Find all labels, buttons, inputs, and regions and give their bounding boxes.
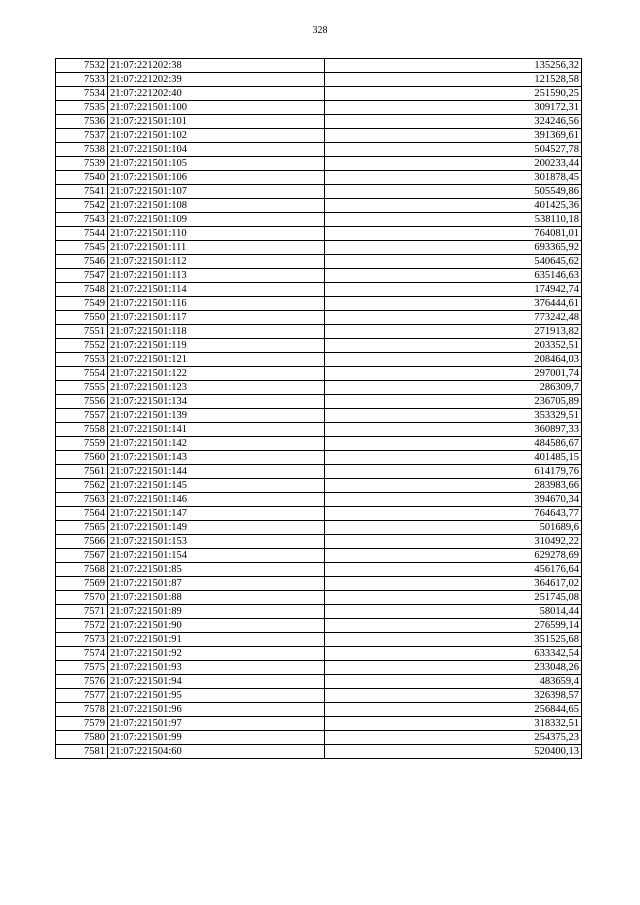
row-number-cell: 7568 — [56, 563, 108, 577]
cadastral-value-cell: 773242,48 — [325, 311, 582, 325]
table-row — [56, 269, 582, 283]
cadastral-value-cell: 483659,4 — [325, 675, 582, 689]
table-row — [56, 647, 582, 661]
table-row — [56, 689, 582, 703]
cadastral-value-cell: 233048,26 — [325, 661, 582, 675]
table-row — [56, 199, 582, 213]
table-row — [56, 213, 582, 227]
table-row — [56, 535, 582, 549]
cadastral-value-table — [55, 58, 582, 759]
row-number-cell: 7577 — [56, 689, 108, 703]
table-row — [56, 577, 582, 591]
table-row — [56, 591, 582, 605]
cadastral-number-cell: 21:07:221504:60 — [108, 745, 325, 759]
row-number-cell: 7540 — [56, 171, 108, 185]
page-number: 328 — [312, 25, 328, 36]
table-row — [56, 493, 582, 507]
cadastral-number-cell: 21:07:221501:145 — [108, 479, 325, 493]
cadastral-value-cell: 394670,34 — [325, 493, 582, 507]
row-number-cell: 7564 — [56, 507, 108, 521]
cadastral-number-cell: 21:07:221501:153 — [108, 535, 325, 549]
table-row — [56, 675, 582, 689]
cadastral-value-cell: 301878,45 — [325, 171, 582, 185]
row-number-cell: 7565 — [56, 521, 108, 535]
row-number-cell: 7541 — [56, 185, 108, 199]
table-row — [56, 395, 582, 409]
cadastral-value-cell: 364617,02 — [325, 577, 582, 591]
cadastral-number-cell: 21:07:221501:109 — [108, 213, 325, 227]
row-number-cell: 7576 — [56, 675, 108, 689]
cadastral-number-cell: 21:07:221501:144 — [108, 465, 325, 479]
table-row — [56, 619, 582, 633]
table-row — [56, 185, 582, 199]
table-row — [56, 325, 582, 339]
row-number-cell: 7574 — [56, 647, 108, 661]
table-row — [56, 521, 582, 535]
cadastral-number-cell: 21:07:221202:39 — [108, 73, 325, 87]
cadastral-value-cell: 376444,61 — [325, 297, 582, 311]
cadastral-number-cell: 21:07:221501:143 — [108, 451, 325, 465]
table-row — [56, 703, 582, 717]
table-row — [56, 339, 582, 353]
cadastral-value-cell: 764081,01 — [325, 227, 582, 241]
table-row — [56, 353, 582, 367]
table-row — [56, 745, 582, 759]
row-number-cell: 7546 — [56, 255, 108, 269]
row-number-cell: 7570 — [56, 591, 108, 605]
table-row — [56, 367, 582, 381]
cadastral-number-cell: 21:07:221501:100 — [108, 101, 325, 115]
cadastral-value-cell: 501689,6 — [325, 521, 582, 535]
table-row — [56, 451, 582, 465]
row-number-cell: 7579 — [56, 717, 108, 731]
table-row — [56, 73, 582, 87]
table-row — [56, 423, 582, 437]
table-row — [56, 283, 582, 297]
table-row — [56, 171, 582, 185]
cadastral-number-cell: 21:07:221501:90 — [108, 619, 325, 633]
row-number-cell: 7539 — [56, 157, 108, 171]
row-number-cell: 7551 — [56, 325, 108, 339]
cadastral-value-cell: 360897,33 — [325, 423, 582, 437]
cadastral-value-cell: 326398,57 — [325, 689, 582, 703]
cadastral-number-cell: 21:07:221202:38 — [108, 59, 325, 73]
table-row — [56, 409, 582, 423]
cadastral-number-cell: 21:07:221501:122 — [108, 367, 325, 381]
table-row — [56, 227, 582, 241]
cadastral-number-cell: 21:07:221202:40 — [108, 87, 325, 101]
table-body — [56, 59, 582, 759]
cadastral-value-cell: 283983,66 — [325, 479, 582, 493]
cadastral-value-cell: 174942,74 — [325, 283, 582, 297]
cadastral-value-cell: 540645,62 — [325, 255, 582, 269]
cadastral-value-cell: 391369,61 — [325, 129, 582, 143]
cadastral-number-cell: 21:07:221501:88 — [108, 591, 325, 605]
cadastral-value-cell: 538110,18 — [325, 213, 582, 227]
cadastral-value-cell: 324246,56 — [325, 115, 582, 129]
cadastral-number-cell: 21:07:221501:97 — [108, 717, 325, 731]
cadastral-number-cell: 21:07:221501:107 — [108, 185, 325, 199]
cadastral-number-cell: 21:07:221501:154 — [108, 549, 325, 563]
table-row — [56, 717, 582, 731]
table-row — [56, 255, 582, 269]
row-number-cell: 7542 — [56, 199, 108, 213]
row-number-cell: 7572 — [56, 619, 108, 633]
table-row — [56, 661, 582, 675]
table-row — [56, 479, 582, 493]
cadastral-number-cell: 21:07:221501:85 — [108, 563, 325, 577]
cadastral-value-cell: 635146,63 — [325, 269, 582, 283]
table-row — [56, 731, 582, 745]
row-number-cell: 7544 — [56, 227, 108, 241]
row-number-cell: 7533 — [56, 73, 108, 87]
cadastral-value-cell: 310492,22 — [325, 535, 582, 549]
cadastral-value-cell: 504527,78 — [325, 143, 582, 157]
cadastral-value-cell: 456176,64 — [325, 563, 582, 577]
cadastral-value-cell: 484586,67 — [325, 437, 582, 451]
cadastral-number-cell: 21:07:221501:134 — [108, 395, 325, 409]
cadastral-value-cell: 254375,23 — [325, 731, 582, 745]
cadastral-number-cell: 21:07:221501:93 — [108, 661, 325, 675]
cadastral-value-cell: 251590,25 — [325, 87, 582, 101]
row-number-cell: 7548 — [56, 283, 108, 297]
row-number-cell: 7543 — [56, 213, 108, 227]
table-row — [56, 465, 582, 479]
table-row — [56, 101, 582, 115]
cadastral-number-cell: 21:07:221501:112 — [108, 255, 325, 269]
cadastral-value-cell: 614179,76 — [325, 465, 582, 479]
row-number-cell: 7545 — [56, 241, 108, 255]
cadastral-value-cell: 58014,44 — [325, 605, 582, 619]
table-row — [56, 507, 582, 521]
row-number-cell: 7575 — [56, 661, 108, 675]
row-number-cell: 7534 — [56, 87, 108, 101]
cadastral-number-cell: 21:07:221501:142 — [108, 437, 325, 451]
cadastral-number-cell: 21:07:221501:117 — [108, 311, 325, 325]
row-number-cell: 7581 — [56, 745, 108, 759]
row-number-cell: 7571 — [56, 605, 108, 619]
row-number-cell: 7563 — [56, 493, 108, 507]
table-row — [56, 157, 582, 171]
cadastral-number-cell: 21:07:221501:149 — [108, 521, 325, 535]
table-row — [56, 87, 582, 101]
row-number-cell: 7553 — [56, 353, 108, 367]
cadastral-number-cell: 21:07:221501:94 — [108, 675, 325, 689]
cadastral-number-cell: 21:07:221501:87 — [108, 577, 325, 591]
table-row — [56, 311, 582, 325]
cadastral-number-cell: 21:07:221501:102 — [108, 129, 325, 143]
cadastral-number-cell: 21:07:221501:91 — [108, 633, 325, 647]
cadastral-value-cell: 297001,74 — [325, 367, 582, 381]
cadastral-number-cell: 21:07:221501:141 — [108, 423, 325, 437]
table-row — [56, 241, 582, 255]
row-number-cell: 7566 — [56, 535, 108, 549]
cadastral-value-cell: 236705,89 — [325, 395, 582, 409]
row-number-cell: 7560 — [56, 451, 108, 465]
cadastral-number-cell: 21:07:221501:146 — [108, 493, 325, 507]
cadastral-number-cell: 21:07:221501:108 — [108, 199, 325, 213]
row-number-cell: 7538 — [56, 143, 108, 157]
row-number-cell: 7573 — [56, 633, 108, 647]
cadastral-number-cell: 21:07:221501:105 — [108, 157, 325, 171]
table-row — [56, 633, 582, 647]
row-number-cell: 7567 — [56, 549, 108, 563]
row-number-cell: 7557 — [56, 409, 108, 423]
row-number-cell: 7537 — [56, 129, 108, 143]
cadastral-value-cell: 309172,31 — [325, 101, 582, 115]
cadastral-number-cell: 21:07:221501:123 — [108, 381, 325, 395]
table-row — [56, 143, 582, 157]
cadastral-value-cell: 520400,13 — [325, 745, 582, 759]
table-row — [56, 549, 582, 563]
cadastral-value-cell: 276599,14 — [325, 619, 582, 633]
cadastral-value-cell: 208464,03 — [325, 353, 582, 367]
cadastral-value-cell: 764643,77 — [325, 507, 582, 521]
table-row — [56, 129, 582, 143]
row-number-cell: 7535 — [56, 101, 108, 115]
row-number-cell: 7580 — [56, 731, 108, 745]
cadastral-number-cell: 21:07:221501:92 — [108, 647, 325, 661]
row-number-cell: 7561 — [56, 465, 108, 479]
cadastral-number-cell: 21:07:221501:99 — [108, 731, 325, 745]
cadastral-value-cell: 693365,92 — [325, 241, 582, 255]
row-number-cell: 7549 — [56, 297, 108, 311]
row-number-cell: 7554 — [56, 367, 108, 381]
cadastral-number-cell: 21:07:221501:147 — [108, 507, 325, 521]
cadastral-value-cell: 351525,68 — [325, 633, 582, 647]
cadastral-number-cell: 21:07:221501:139 — [108, 409, 325, 423]
cadastral-value-cell: 135256,32 — [325, 59, 582, 73]
cadastral-number-cell: 21:07:221501:104 — [108, 143, 325, 157]
cadastral-number-cell: 21:07:221501:110 — [108, 227, 325, 241]
cadastral-number-cell: 21:07:221501:118 — [108, 325, 325, 339]
cadastral-number-cell: 21:07:221501:96 — [108, 703, 325, 717]
cadastral-number-cell: 21:07:221501:119 — [108, 339, 325, 353]
cadastral-number-cell: 21:07:221501:113 — [108, 269, 325, 283]
table-row — [56, 381, 582, 395]
table-row — [56, 437, 582, 451]
row-number-cell: 7569 — [56, 577, 108, 591]
cadastral-number-cell: 21:07:221501:95 — [108, 689, 325, 703]
table-row — [56, 605, 582, 619]
cadastral-value-cell: 401485,15 — [325, 451, 582, 465]
cadastral-value-cell: 353329,51 — [325, 409, 582, 423]
cadastral-number-cell: 21:07:221501:111 — [108, 241, 325, 255]
row-number-cell: 7559 — [56, 437, 108, 451]
cadastral-value-cell: 121528,58 — [325, 73, 582, 87]
row-number-cell: 7562 — [56, 479, 108, 493]
cadastral-value-cell: 200233,44 — [325, 157, 582, 171]
cadastral-value-cell: 256844,65 — [325, 703, 582, 717]
cadastral-value-cell: 286309,7 — [325, 381, 582, 395]
cadastral-value-cell: 203352,51 — [325, 339, 582, 353]
cadastral-value-cell: 318332,51 — [325, 717, 582, 731]
row-number-cell: 7536 — [56, 115, 108, 129]
table-row — [56, 563, 582, 577]
row-number-cell: 7552 — [56, 339, 108, 353]
cadastral-number-cell: 21:07:221501:116 — [108, 297, 325, 311]
table-row — [56, 59, 582, 73]
cadastral-value-cell: 633342,54 — [325, 647, 582, 661]
row-number-cell: 7556 — [56, 395, 108, 409]
row-number-cell: 7578 — [56, 703, 108, 717]
cadastral-number-cell: 21:07:221501:106 — [108, 171, 325, 185]
cadastral-value-cell: 251745,08 — [325, 591, 582, 605]
cadastral-number-cell: 21:07:221501:101 — [108, 115, 325, 129]
row-number-cell: 7558 — [56, 423, 108, 437]
table-row — [56, 115, 582, 129]
row-number-cell: 7550 — [56, 311, 108, 325]
cadastral-value-cell: 505549,86 — [325, 185, 582, 199]
cadastral-value-cell: 271913,82 — [325, 325, 582, 339]
cadastral-value-cell: 401425,36 — [325, 199, 582, 213]
row-number-cell: 7555 — [56, 381, 108, 395]
cadastral-value-cell: 629278,69 — [325, 549, 582, 563]
cadastral-number-cell: 21:07:221501:89 — [108, 605, 325, 619]
table-row — [56, 297, 582, 311]
cadastral-number-cell: 21:07:221501:114 — [108, 283, 325, 297]
cadastral-number-cell: 21:07:221501:121 — [108, 353, 325, 367]
row-number-cell: 7547 — [56, 269, 108, 283]
row-number-cell: 7532 — [56, 59, 108, 73]
